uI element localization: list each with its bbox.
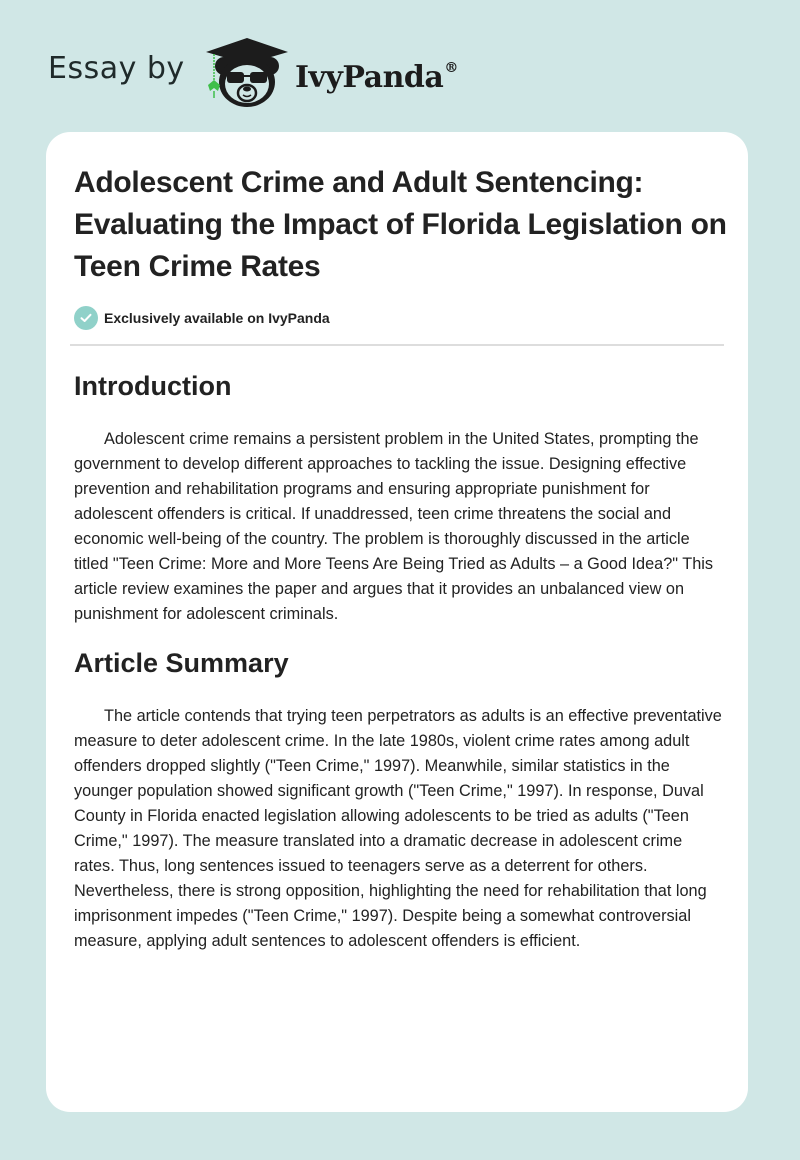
brand-logo-text[interactable]	[295, 54, 458, 96]
essay-card	[46, 132, 748, 1112]
brand-name: IvyPanda	[295, 60, 444, 95]
section-paragraph-article-summary: The article contends that trying teen perpetrators as adults is an effective preventative measure to deter adolescent crime. In the late 1980s, violent crime rates among adult offenders dropped slightly ("Teen Crime," 1997). Meanwhile, similar statistics in the younger population showed significant growth ("Teen Crime," 1997). In response, Duval County in Florida enacted legislation allowing adolescents to be tried as adults ("Teen Crime," 1997). The measure translated into a dramatic decrease in adolescent crime rates. Thus, long sentences issued to teenagers serve as a deterrent for others. Nevertheless, there is strong opposition, highlighting the need for rehabilitation that long imprisonment impedes ("Teen Crime," 1997). Despite being a somewhat controversial measure, applying adult sentences to adolescent offenders is efficient.	[74, 707, 722, 950]
registered-mark: ®	[444, 60, 458, 76]
divider	[70, 344, 724, 346]
section-heading-introduction: Introduction	[74, 371, 232, 401]
exclusive-badge-text: Exclusively available on IvyPanda	[104, 310, 330, 326]
section-paragraph-introduction: Adolescent crime remains a persistent problem in the United States, prompting the government to develop different approaches to tackling the issue. Designing effective prevention and rehabilitation programs and ensuring appropriate punishment for adolescent offenders is critical. If unaddressed, teen crime threatens the social and economic well-being of the country. The problem is thoroughly discussed in the article titled "Teen Crime: More and More Teens Are Being Tried as Adults – a Good Idea?" This article review examines the paper and argues that it provides an unbalanced view on punishment for adolescent criminals.	[74, 430, 714, 623]
panda-graduate-icon[interactable]	[202, 36, 292, 108]
section-heading-article-summary: Article Summary	[74, 648, 289, 678]
site-header	[0, 0, 800, 130]
check-circle-icon	[74, 306, 98, 330]
essay-by-label: Essay by	[48, 51, 185, 86]
exclusive-badge	[74, 306, 330, 330]
page-title: Adolescent Crime and Adult Sentencing: Evaluating the Impact of Florida Legislation on Teen Crime Rates	[74, 166, 727, 283]
